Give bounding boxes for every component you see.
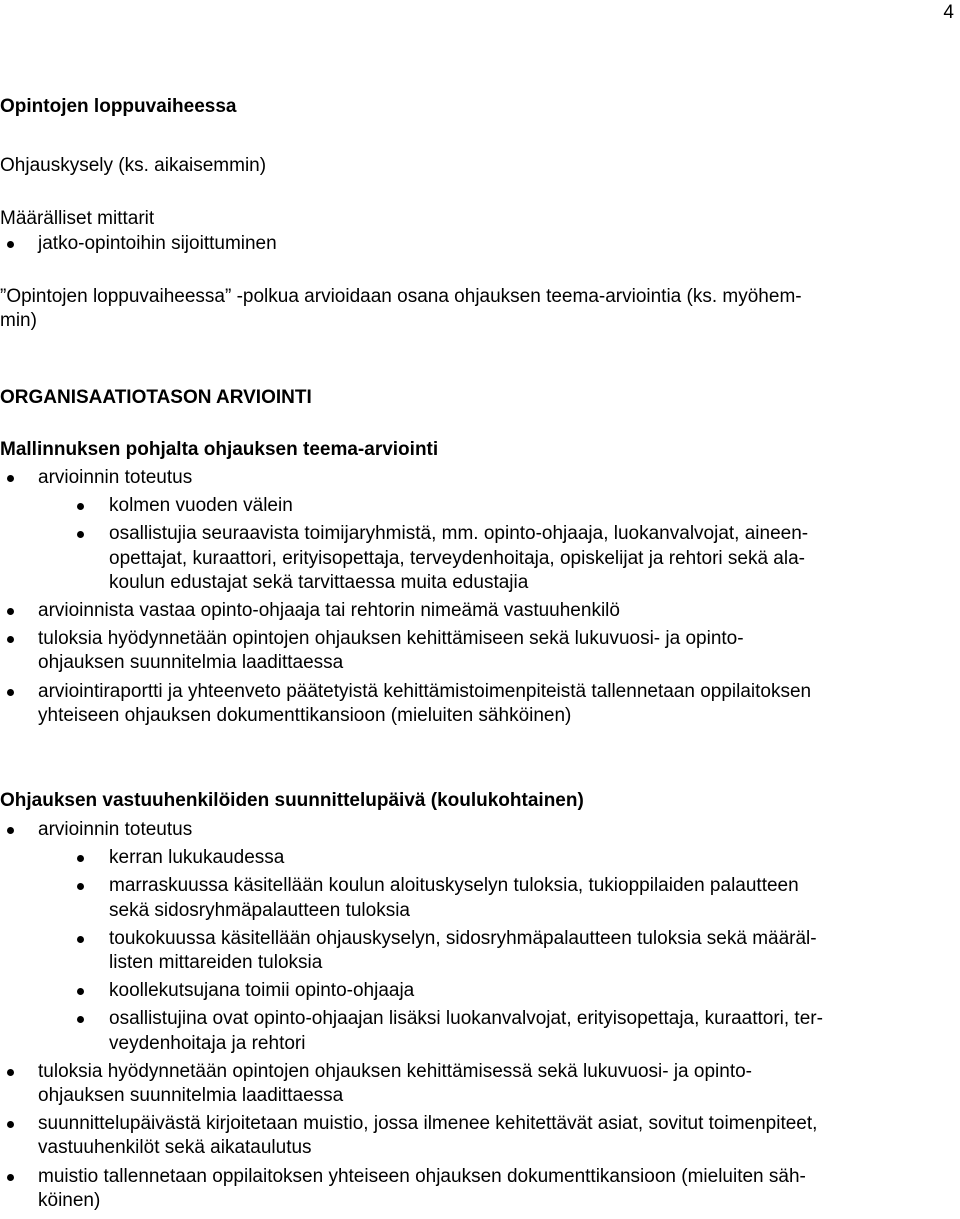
sub-list-item <box>0 522 958 595</box>
subheading-theme-evaluation: Mallinnuksen pohjalta ohjauksen teema-arviointi <box>0 439 439 460</box>
item-line: listen mittareiden tuloksia <box>109 952 323 974</box>
quantitative-metrics-list <box>0 232 958 256</box>
item-line: ohjauksen suunnitelmia laadittaessa <box>38 652 344 674</box>
sub-list-item: kolmen vuoden välein <box>0 494 958 518</box>
item-line: tuloksia hyödynnetään opintojen ohjauksen kehittämiseen sekä lukuvuosi- ja opinto- <box>38 628 744 650</box>
section-heading-planning-day: Ohjauksen vastuuhenkilöiden suunnittelupäivä (koulukohtainen) <box>0 790 584 811</box>
list-item <box>0 680 958 728</box>
item-line: arviointiraportti ja yhteenveto päätetyistä kehittämistoimenpiteistä tallennetaan oppilaitoksen <box>38 680 812 702</box>
quantitative-metrics-title: Määrälliset mittarit <box>0 208 155 229</box>
list-item: arvioinnin toteutus <box>0 466 958 490</box>
survey-reference: Ohjauskysely (ks. aikaisemmin) <box>0 155 267 176</box>
item-line: veydenhoitaja ja rehtori <box>109 1032 306 1054</box>
final-phase-note <box>0 285 958 333</box>
sub-list-item: kerran lukukaudessa <box>0 846 958 870</box>
item-line: muistio tallennetaan oppilaitoksen yhteiseen ohjauksen dokumenttikansioon (mieluiten säh- <box>38 1165 806 1187</box>
sub-list-item <box>0 927 958 975</box>
organisation-evaluation-list <box>0 466 958 728</box>
item-line: osallistujia seuraavista toimijaryhmistä, mm. opinto-ohjaaja, luokanvalvojat, aineen- <box>109 523 809 545</box>
planning-day-list <box>0 818 958 1213</box>
note-line: min) <box>0 310 37 332</box>
item-line: tuloksia hyödynnetään opintojen ohjauksen kehittämisessä sekä lukuvuosi- ja opinto- <box>38 1060 752 1082</box>
item-line: sekä sidosryhmäpalautteen tuloksia <box>109 899 411 921</box>
item-line: köinen) <box>38 1189 101 1211</box>
list-item: arvioinnin toteutus <box>0 818 958 842</box>
section-heading-final-phase: Opintojen loppuvaiheessa <box>0 96 237 117</box>
item-line: osallistujina ovat opinto-ohjaajan lisäksi luokanvalvojat, erityisopettaja, kuraattori, ter- <box>109 1008 823 1030</box>
item-line: koulun edustajat sekä tarvittaessa muita edustajia <box>109 571 529 593</box>
item-line: yhteiseen ohjauksen dokumenttikansioon (mieluiten sähköinen) <box>38 704 572 726</box>
sub-list-item: koollekutsujana toimii opinto-ohjaaja <box>0 979 958 1003</box>
sub-list-item <box>0 874 958 922</box>
item-line: suunnittelupäivästä kirjoitetaan muistio, jossa ilmenee kehitettävät asiat, sovitut toimenpiteet, <box>38 1113 818 1135</box>
item-line: marraskuussa käsitellään koulun aloituskyselyn tuloksia, tukioppilaiden palautteen <box>109 875 799 897</box>
section-heading-organisation: ORGANISAATIOTASON ARVIOINTI <box>0 387 312 408</box>
item-line: opettajat, kuraattori, erityisopettaja, terveydenhoitaja, opiskelijat ja rehtori sekä ala- <box>109 547 805 569</box>
list-item <box>0 1165 958 1213</box>
item-line: toukokuussa käsitellään ohjauskyselyn, sidosryhmäpalautteen tuloksia sekä määräl- <box>109 927 817 949</box>
list-item <box>0 1060 958 1108</box>
list-item: jatko-opintoihin sijoittuminen <box>0 232 958 256</box>
item-line: ohjauksen suunnitelmia laadittaessa <box>38 1085 344 1107</box>
note-line: ”Opintojen loppuvaiheessa” -polkua arvioidaan osana ohjauksen teema-arviointia (ks. myöhem- <box>0 286 802 307</box>
item-line: vastuuhenkilöt sekä aikataulutus <box>38 1137 312 1159</box>
sub-list-item <box>0 1007 958 1055</box>
list-item: arvioinnista vastaa opinto-ohjaaja tai rehtorin nimeämä vastuuhenkilö <box>0 599 958 623</box>
list-item <box>0 627 958 675</box>
list-item <box>0 1112 958 1160</box>
page-number: 4 <box>943 2 954 23</box>
